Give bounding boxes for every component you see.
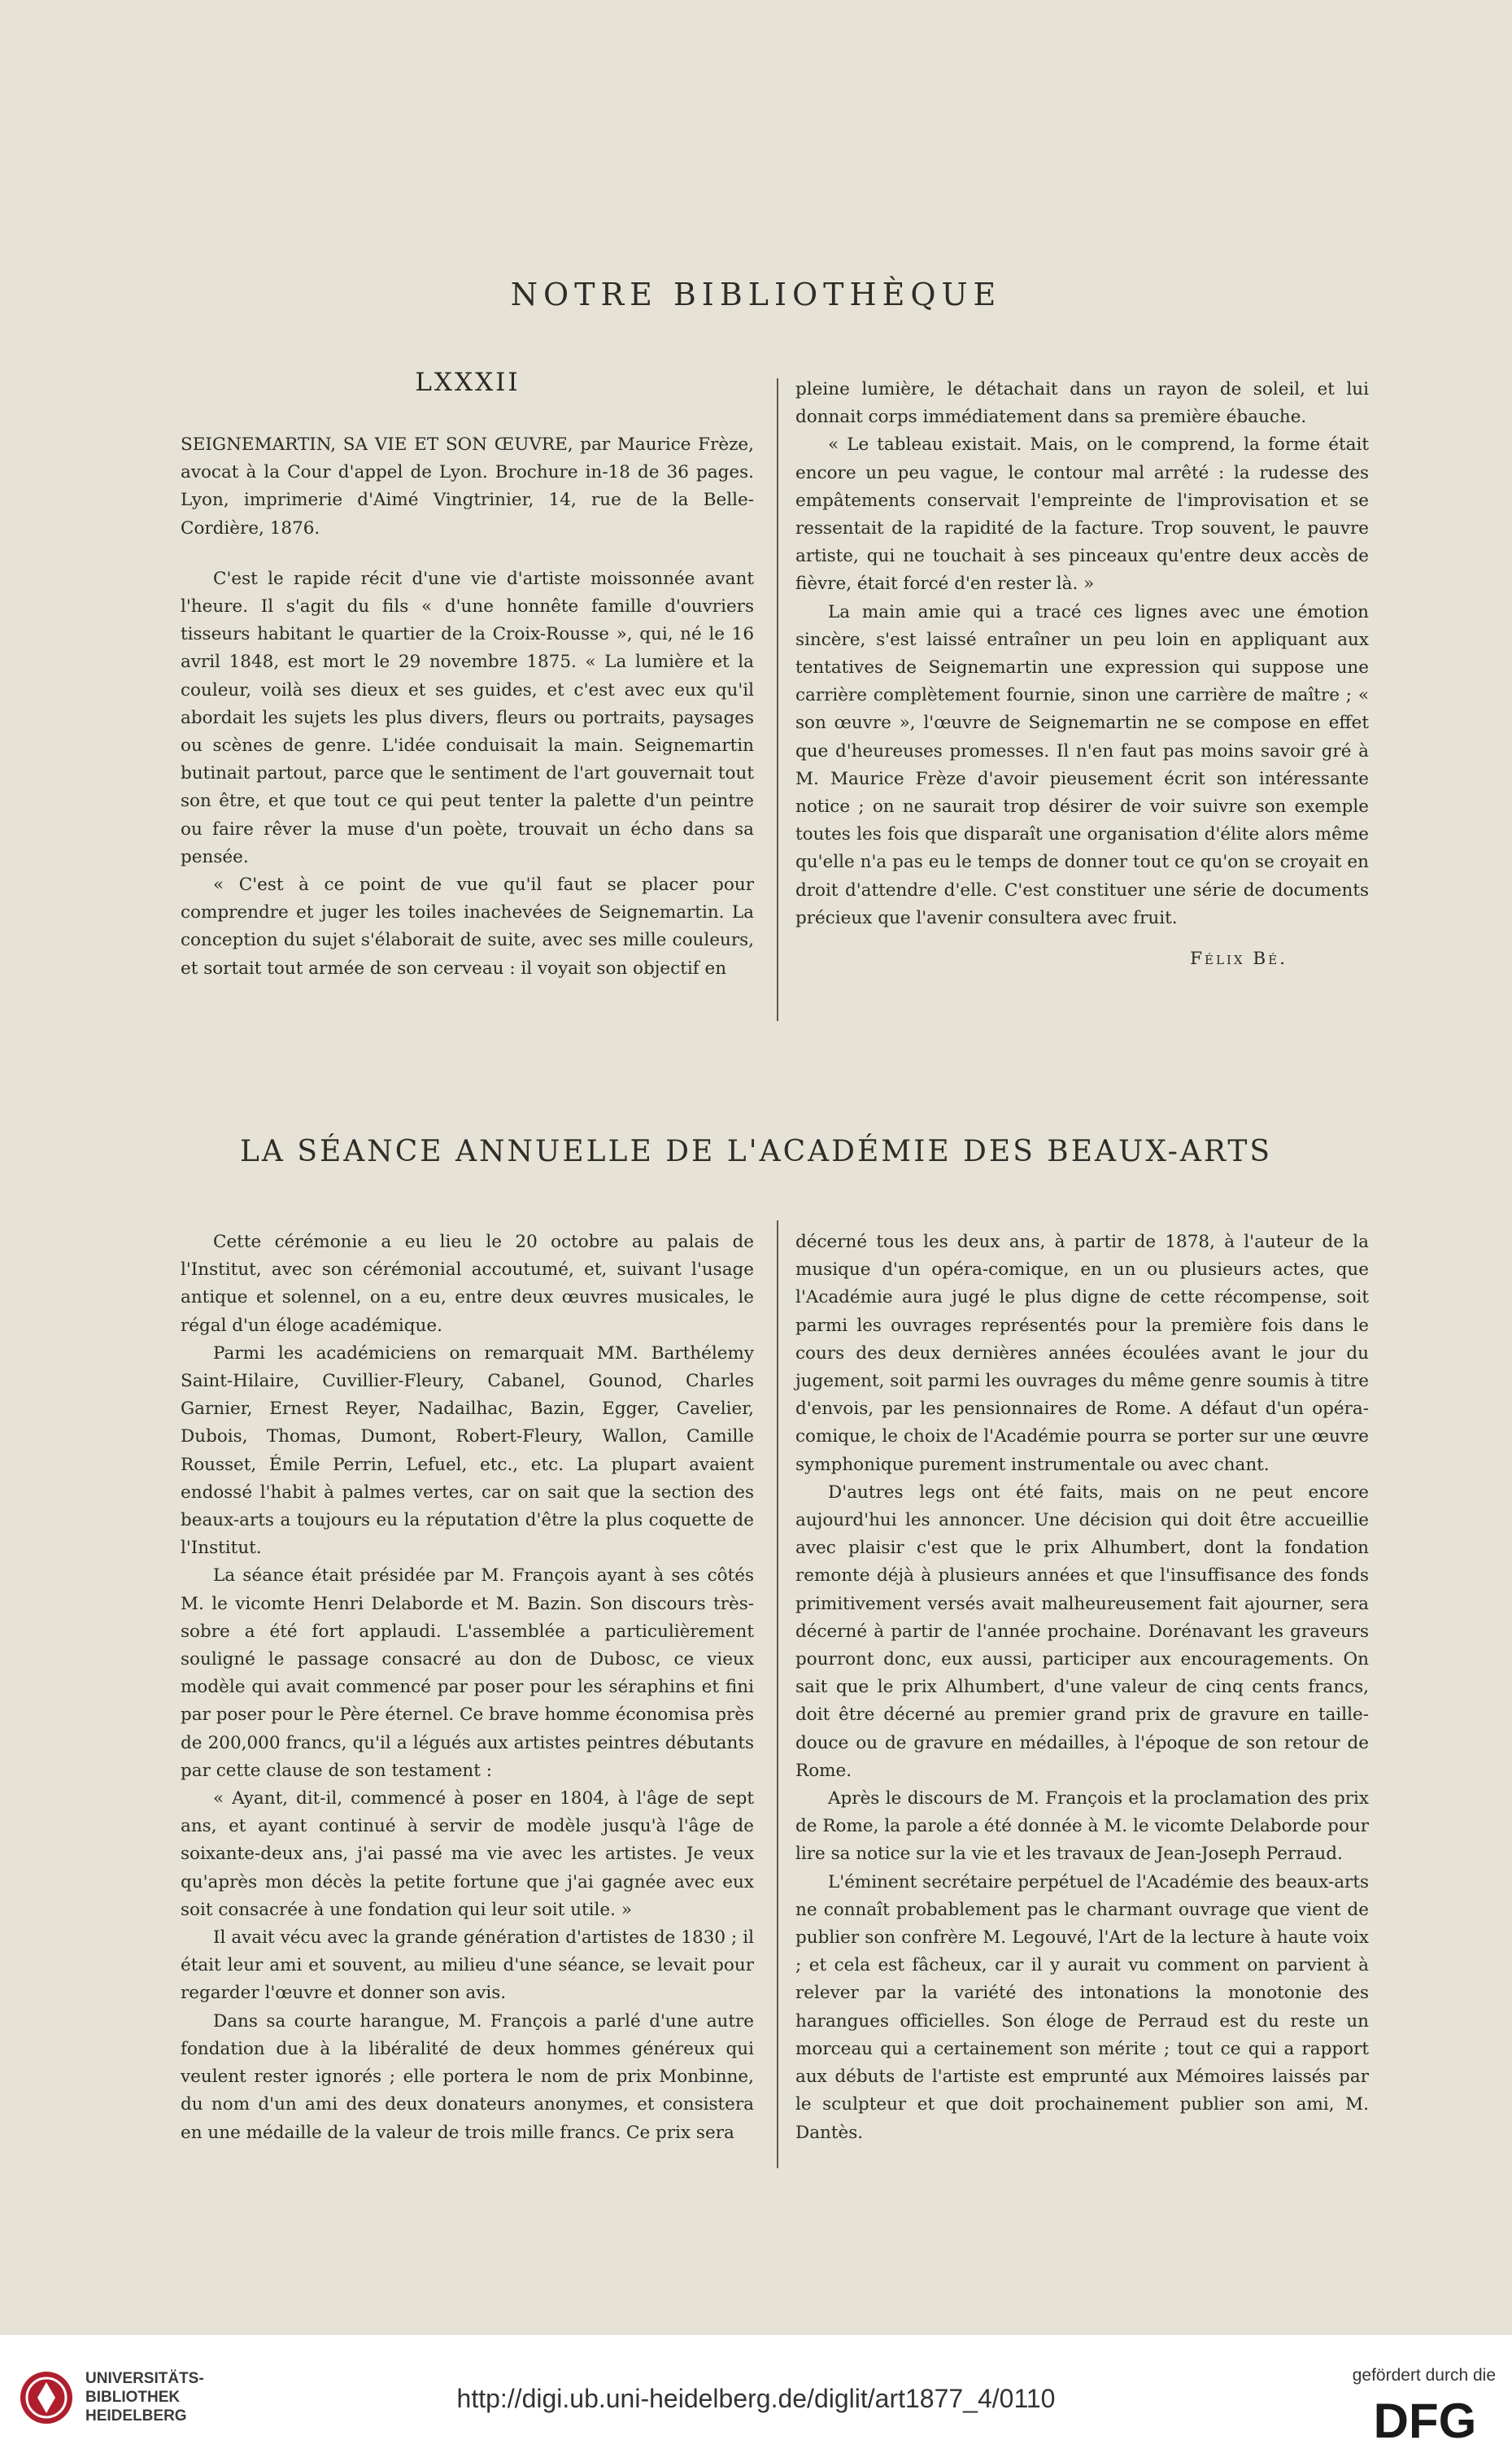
- article-number: LXXXII: [415, 368, 521, 397]
- paragraph: décerné tous les deux ans, à partir de 1878, à l'auteur de la musique d'un opéra-comique, en un ou plusieurs actes, que l'Académie aura jugé le plus digne de cette récompense, soit parmi les ouvrages représentés pour la première fois dans le cours des deux dernières années écoulées avant le jour du jugement, soit parmi les ouvrages du même genre soumis à titre d'envois, par les pensionnaires de Rome. A défaut d'un opéra-comique, le choix de l'Académie pourra se porter sur une œuvre symphonique purement instrumentale ou avec chant.: [795, 1232, 1369, 1475]
- bibliotheque-column-left: [181, 431, 754, 983]
- paragraph: Dans sa courte harangue, M. François a parlé d'une autre fondation due à la libéralité de deux hommes généreux qui veulent rester ignorés ; elle portera le nom de prix Monbinne, du nom d'un ami des deux donateurs anonymes, et consistera en une médaille de la valeur de trois mille francs. Ce prix sera: [181, 2010, 754, 2143]
- paragraph: L'éminent secrétaire perpétuel de l'Académie des beaux-arts ne connaît probablement pas le charmant ouvrage que vient de publier son confrère M. Legouvé, l'Art de la lecture à haute voix ; et cela est fâcheux, car il y aurait vu comment on parvient à relever par la variété des intonations la monotonie des harangues officielles. Son éloge de Perraud est du reste un morceau qui a certainement son mérite ; tout ce qui a rapport aux débuts de l'artiste est emprunté aux Mémoires laissés par le sculpteur et que doit prochainement publier son ami, M. Dantès.: [795, 1871, 1369, 2143]
- book-citation: SEIGNEMARTIN, SA VIE ET SON ŒUVRE, par Maurice Frèze, avocat à la Cour d'appel de Lyon. Brochure in-18 de 36 pages. Lyon, imprimerie d'Aimé Vingtrinier, 14, rue de la Belle-Cordière, 1876.: [181, 434, 754, 539]
- library-name-line: BIBLIOTHEK: [85, 2389, 181, 2406]
- paragraph: Il avait vécu avec la grande génération d'artistes de 1830 ; il était leur ami et souvent, au milieu d'une séance, se levait pour regarder l'œuvre et donner son avis.: [181, 1927, 754, 2004]
- paragraph: La séance était présidée par M. François ayant à ses côtés M. le vicomte Henri Delaborde et M. Bazin. Son discours très-sobre a été fort applaudi. L'assemblée a particulièrement souligné le passage consacré au don de Dubosc, ce vieux modèle qui avait commencé par poser pour les séraphins et fini par poser pour le Père éternel. Ce brave homme économisa près de 200,000 francs, qu'il a légués aux artistes peintres débutants par cette clause de son testament :: [181, 1565, 754, 1781]
- paragraph: « Ayant, dit-il, commencé à poser en 1804, à l'âge de sept ans, et ayant continué à servir de modèle jusqu'à l'âge de soixante-deux ans, j'ai passé ma vie avec les artistes. Je veux qu'après mon décès la petite fortune que j'ai gagnée avec eux soit consacrée à une fondation qui leur soit utile. »: [181, 1788, 754, 1920]
- permalink-url[interactable]: http://digi.ub.uni-heidelberg.de/diglit/art1877_4/0110: [456, 2384, 1056, 2413]
- section-title-academie: LA SÉANCE ANNUELLE DE L'ACADÉMIE DES BEAUX-ARTS: [239, 1135, 1273, 1168]
- academie-column-right: [795, 1229, 1369, 2147]
- footer-bar: [0, 2335, 1512, 2453]
- author-signature: Félix Bé.: [1190, 949, 1288, 970]
- bibliotheque-column-right: [795, 376, 1369, 973]
- library-name-line: HEIDELBERG: [85, 2407, 187, 2425]
- paragraph: « C'est à ce point de vue qu'il faut se placer pour comprendre et juger les toiles inachevées de Seignemartin. La conception du sujet s'élaborait de suite, avec ses mille couleurs, et sortait tout armée de son cerveau : il voyait son objectif en: [181, 875, 754, 979]
- paragraph: « Le tableau existait. Mais, on le comprend, la forme était encore un peu vague, le contour mal arrêté : la rudesse des empâtements conservait l'empreinte de l'improvisation et se ressentait de la rapidité de la facture. Trop souvent, le pauvre artiste, qui ne touchait à ses pinceaux qu'entre deux accès de fièvre, était forcé d'en rester là. »: [795, 434, 1369, 595]
- column-divider: [777, 378, 778, 1021]
- funding-caption: gefördert durch die: [1352, 2366, 1496, 2385]
- column-divider: [777, 1220, 778, 2168]
- academie-column-left: [181, 1229, 754, 2147]
- library-name-line: UNIVERSITÄTS-: [85, 2370, 204, 2387]
- paragraph: Parmi les académiciens on remarquait MM. Barthélemy Saint-Hilaire, Cuvillier-Fleury, Cabanel, Gounod, Charles Garnier, Ernest Reyer, Nadailhac, Bazin, Egger, Cavelier, Dubois, Thomas, Dumont, Robert-Fleury, Wallon, Camille Rousset, Émile Perrin, Lefuel, etc., etc. La plupart avaient endossé l'habit à palmes vertes, car on sait que la section des beaux-arts a toujours eu la réputation d'être la plus coquette de l'Institut.: [181, 1342, 754, 1559]
- paragraph: D'autres legs ont été faits, mais on ne peut encore aujourd'hui les annoncer. Une décision qui doit être accueillie avec plaisir c'est que le prix Alhumbert, dont la fondation remonte déjà à plusieurs années et que l'insuffisance des fonds primitivement versés avait malheureusement fait ajourner, sera décerné à partir de l'année prochaine. Dorénavant les graveurs pourront donc, eux aussi, participer aux encouragements. On sait que le prix Alhumbert, d'une valeur de cinq cents francs, doit être décerné au premier grand prix de gravure en taille-douce ou de gravure en médailles, à l'époque de son retour de Rome.: [795, 1482, 1369, 1781]
- paragraph: La main amie qui a tracé ces lignes avec une émotion sincère, s'est laissé entraîner un peu loin en appliquant aux tentatives de Seignemartin une expression qui suppose une carrière complètement fournie, sinon une carrière de maître ; « son œuvre », l'œuvre de Seignemartin ne se compose en effet que d'heureuses promesses. Il n'en faut pas moins savoir gré à M. Maurice Frèze d'avoir pieusement écrit son intéressante notice ; on ne saurait trop désirer de voir suivre son exemple toutes les fois que disparaît une organisation d'élite alors même qu'elle n'a pas eu le temps de donner tout ce qu'on se croyait en droit d'attendre d'elle. C'est constituer une série de documents précieux que l'avenir consultera avec fruit.: [795, 601, 1369, 928]
- section-title-bibliotheque: NOTRE BIBLIOTHÈQUE: [510, 277, 1002, 312]
- paragraph: pleine lumière, le détachait dans un rayon de soleil, et lui donnait corps immédiatement dans sa première ébauche.: [795, 379, 1369, 428]
- dfg-logo-text: DFG: [1373, 2394, 1477, 2444]
- dfg-logo-icon: [1356, 2394, 1494, 2444]
- paragraph: Cette cérémonie a eu lieu le 20 octobre au palais de l'Institut, avec son cérémonial accoutumé, et, suivant l'usage antique et solennel, on a eu, entre deux œuvres musicales, le régal d'un éloge académique.: [181, 1232, 754, 1336]
- paragraph: C'est le rapide récit d'une vie d'artiste moissonnée avant l'heure. Il s'agit du fils « d'une honnête famille d'ouvriers tisseurs habitant le quartier de la Croix-Rousse », qui, né le 16 avril 1848, est mort le 29 novembre 1875. « La lumière et la couleur, voilà ses dieux et ses guides, et c'est avec eux qu'il abordait les sujets les plus divers, fleurs ou portraits, paysages ou scènes de genre. L'idée conduisait la main. Seignemartin butinait partout, parce que le sentiment de l'art gouvernait tout son être, et que tout ce qui peut tenter la palette d'un peintre ou faire rêver la muse d'un poète, trouvait un écho dans sa pensée.: [181, 568, 754, 867]
- paragraph: Après le discours de M. François et la proclamation des prix de Rome, la parole a été donnée à M. le vicomte Delaborde pour lire sa notice sur la vie et les travaux de Jean-Joseph Perraud.: [795, 1788, 1369, 1865]
